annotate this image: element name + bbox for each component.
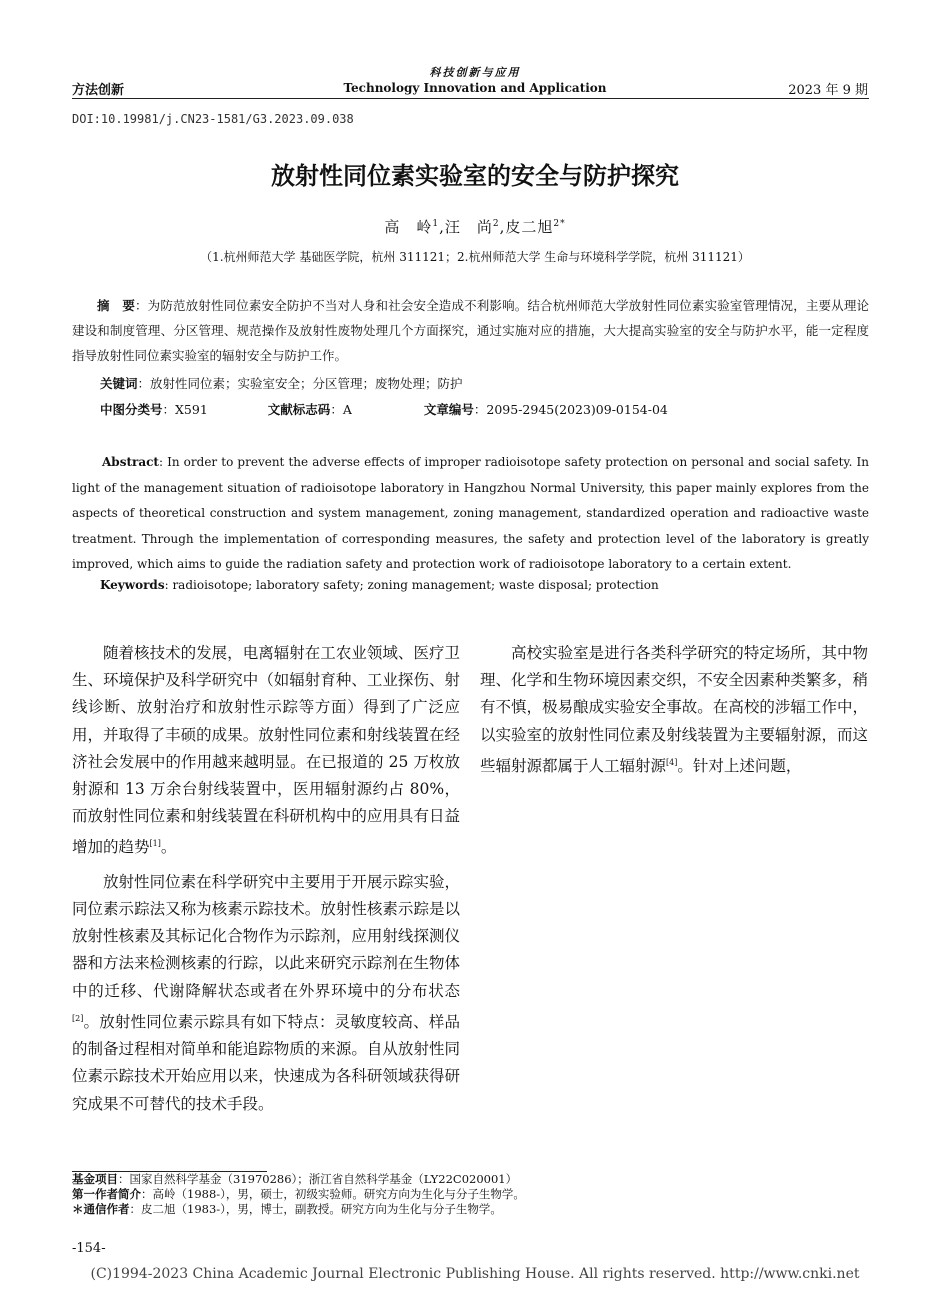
- first-author-text: 高岭（1988-），男，硕士，初级实验师。研究方向为生化与分子生物学。: [152, 1187, 525, 1201]
- abstract-en-label: Abstract: [102, 455, 159, 469]
- author-sup: 1: [432, 219, 440, 229]
- corresponding-text: 皮二旭（1983-），男，博士，副教授。研究方向为生化与分子生物学。: [141, 1202, 502, 1216]
- article-no-label: 文章编号: [423, 402, 474, 417]
- author-sep: ,: [439, 218, 445, 236]
- citation-ref[interactable]: [1]: [149, 839, 161, 849]
- author-sup: 2: [492, 219, 500, 229]
- body-column-left: [72, 640, 460, 1118]
- keywords-en-label: Keywords: [100, 578, 165, 592]
- body-paragraph: [480, 640, 868, 780]
- citation-ref[interactable]: [4]: [666, 757, 678, 767]
- author-name: 高 岭: [384, 218, 433, 236]
- journal-name-en: Technology Innovation and Application: [343, 81, 607, 95]
- issue-label: 2023 年 9 期: [788, 83, 868, 98]
- footnote-fund: 基金项目：国家自然科学基金（31970286）；浙江省自然科学基金（LY22C020001）: [72, 1172, 518, 1186]
- column-label: 方法创新: [72, 83, 125, 98]
- journal-name-cn: 科技创新与应用: [429, 66, 521, 79]
- doc-code-value: A: [342, 402, 352, 417]
- first-author-label: 第一作者简介: [72, 1187, 141, 1201]
- paragraph-text: 放射性同位素在科学研究中主要用于开展示踪实验，同位素示踪法又称为核素示踪技术。放射性核素示踪是以放射性核素及其标记化合物作为示踪剂，应用射线探测仪器和方法来检测核素的行踪，以此来研究示踪剂在生物体中的迁移、代谢降解状态或者在外界环境中的分布状态: [72, 872, 460, 1000]
- author-sup: 2*: [553, 219, 566, 229]
- keywords-en-text: radioisotope; laboratory safety; zoning management; waste disposal; protection: [172, 578, 659, 592]
- paragraph-tail: 。针对上述问题，: [677, 756, 802, 775]
- classification-line: 中图分类号：X591 文献标志码：A 文章编号：2095-2945(2023)09-0154-04: [100, 402, 668, 417]
- body-paragraph: [72, 640, 460, 862]
- footnote-first-author: 第一作者简介：高岭（1988-），男，硕士，初级实验师。研究方向为生化与分子生物学。: [72, 1187, 525, 1201]
- keywords-cn-text: 放射性同位素；实验室安全；分区管理；废物处理；防护: [150, 376, 463, 391]
- abstract-cn: 摘 要：为防范放射性同位素安全防护不当对人身和社会安全造成不利影响。结合杭州师范大学放射性同位素实验室管理情况，主要从理论建设和制度管理、分区管理、规范操作及放射性废物处理几个方面探究，通过实施对应的措施，大大提高实验室的安全与防护水平，能一定程度指导放射性同位素实验室的辐射安全与防护工作。: [72, 298, 869, 363]
- author-name: 皮二旭: [505, 218, 554, 236]
- paragraph-tail: 。: [160, 838, 177, 857]
- citation-ref[interactable]: [2]: [72, 1013, 84, 1023]
- abstract-cn-label: 摘 要: [97, 298, 135, 313]
- abstract-en: Abstract: In order to prevent the adverse effects of improper radioisotope safety protection on personal and social safety. In light of the management situation of radioisotope laboratory in Hangzhou Normal University, this paper mainly explores from the aspects of theoretical construction and system management, zoning management, standardized operation and radioactive waste treatment. Through the implementation of corresponding measures, the safety and protection level of the laboratory is greatly improved, which aims to guide the radiation safety and protection work of radioisotope laboratory to a certain extent.: [72, 455, 869, 571]
- header-rule: [72, 98, 869, 99]
- affiliation: （1.杭州师范大学 基础医学院，杭州 311121；2.杭州师范大学 生命与环境科学学院，杭州 311121）: [200, 250, 750, 264]
- clc-value: X591: [175, 402, 208, 417]
- body-paragraph: [72, 869, 460, 1118]
- keywords-cn-label: 关键词: [100, 376, 138, 391]
- footnote-corresponding: ＊通信作者：皮二旭（1983-），男，博士，副教授。研究方向为生化与分子生物学。: [72, 1202, 502, 1216]
- paragraph-text: 高校实验室是进行各类科学研究的特定场所，其中物理、化学和生物环境因素交织，不安全因素种类繁多，稍有不慎，极易酿成实验安全事故。在高校的涉辐工作中，以实验室的放射性同位素及射线装置为主要辐射源，而这些辐射源都属于人工辐射源: [480, 644, 868, 775]
- keywords-en: Keywords: radioisotope; laboratory safety; zoning management; waste disposal; protection: [100, 578, 659, 592]
- page-number: -154-: [72, 1241, 106, 1256]
- author-name: 汪 尚: [444, 218, 493, 236]
- paragraph-tail: 。放射性同位素示踪具有如下特点：灵敏度较高、样品的制备过程相对简单和能追踪物质的来源。自从放射性同位素示踪技术开始应用以来，快速成为各科研领域获得研究成果不可替代的技术手段。: [72, 1012, 460, 1113]
- keywords-cn: 关键词：放射性同位素；实验室安全；分区管理；废物处理；防护: [100, 376, 463, 391]
- copyright-notice: (C)1994-2023 China Academic Journal Electronic Publishing House. All rights reserved. http://www.cnki.net: [90, 1266, 860, 1282]
- abstract-en-text: In order to prevent the adverse effects of improper radioisotope safety protection on personal and social safety. In light of the management situation of radioisotope laboratory in Hangzhou Normal University, this paper mainly explores from the aspects of theoretical construction and system management, zoning management, standardized operation and radioactive waste treatment. Through the implementation of corresponding measures, the safety and protection level of the laboratory is greatly improved, which aims to guide the radiation safety and protection work of radioisotope laboratory to a certain extent.: [72, 455, 869, 571]
- body-column-right: [480, 640, 868, 780]
- abstract-cn-text: 为防范放射性同位素安全防护不当对人身和社会安全造成不利影响。结合杭州师范大学放射性同位素实验室管理情况，主要从理论建设和制度管理、分区管理、规范操作及放射性废物处理几个方面探究，通过实施对应的措施，大大提高实验室的安全与防护水平，能一定程度指导放射性同位素实验室的辐射安全与防护工作。: [72, 298, 869, 363]
- fund-text: 国家自然科学基金（31970286）；浙江省自然科学基金（LY22C020001）: [129, 1172, 518, 1186]
- fund-label: 基金项目: [72, 1172, 118, 1186]
- article-no-value: 2095-2945(2023)09-0154-04: [486, 402, 668, 417]
- paper-title: 放射性同位素实验室的安全与防护探究: [271, 162, 679, 190]
- doc-code-label: 文献标志码: [267, 402, 331, 417]
- corresponding-label: ＊通信作者: [72, 1202, 130, 1216]
- doi[interactable]: DOI:10.19981/j.CN23-1581/G3.2023.09.038: [72, 112, 354, 126]
- clc-label: 中图分类号: [100, 402, 163, 417]
- paragraph-text: 随着核技术的发展，电离辐射在工农业领域、医疗卫生、环境保护及科学研究中（如辐射育种、工业探伤、射线诊断、放射治疗和放射性示踪等方面）得到了广泛应用，并取得了丰硕的成果。放射性同位素和射线装置在经济社会发展中的作用越来越明显。在已报道的 25 万枚放射源和 13 万余台射线装置中，医用辐射源约占 80%，而放射性同位素和射线装置在科研机构中的应用具有日益增加的趋势: [72, 644, 460, 857]
- author-list: [72, 216, 878, 237]
- author-sep: ,: [499, 218, 506, 236]
